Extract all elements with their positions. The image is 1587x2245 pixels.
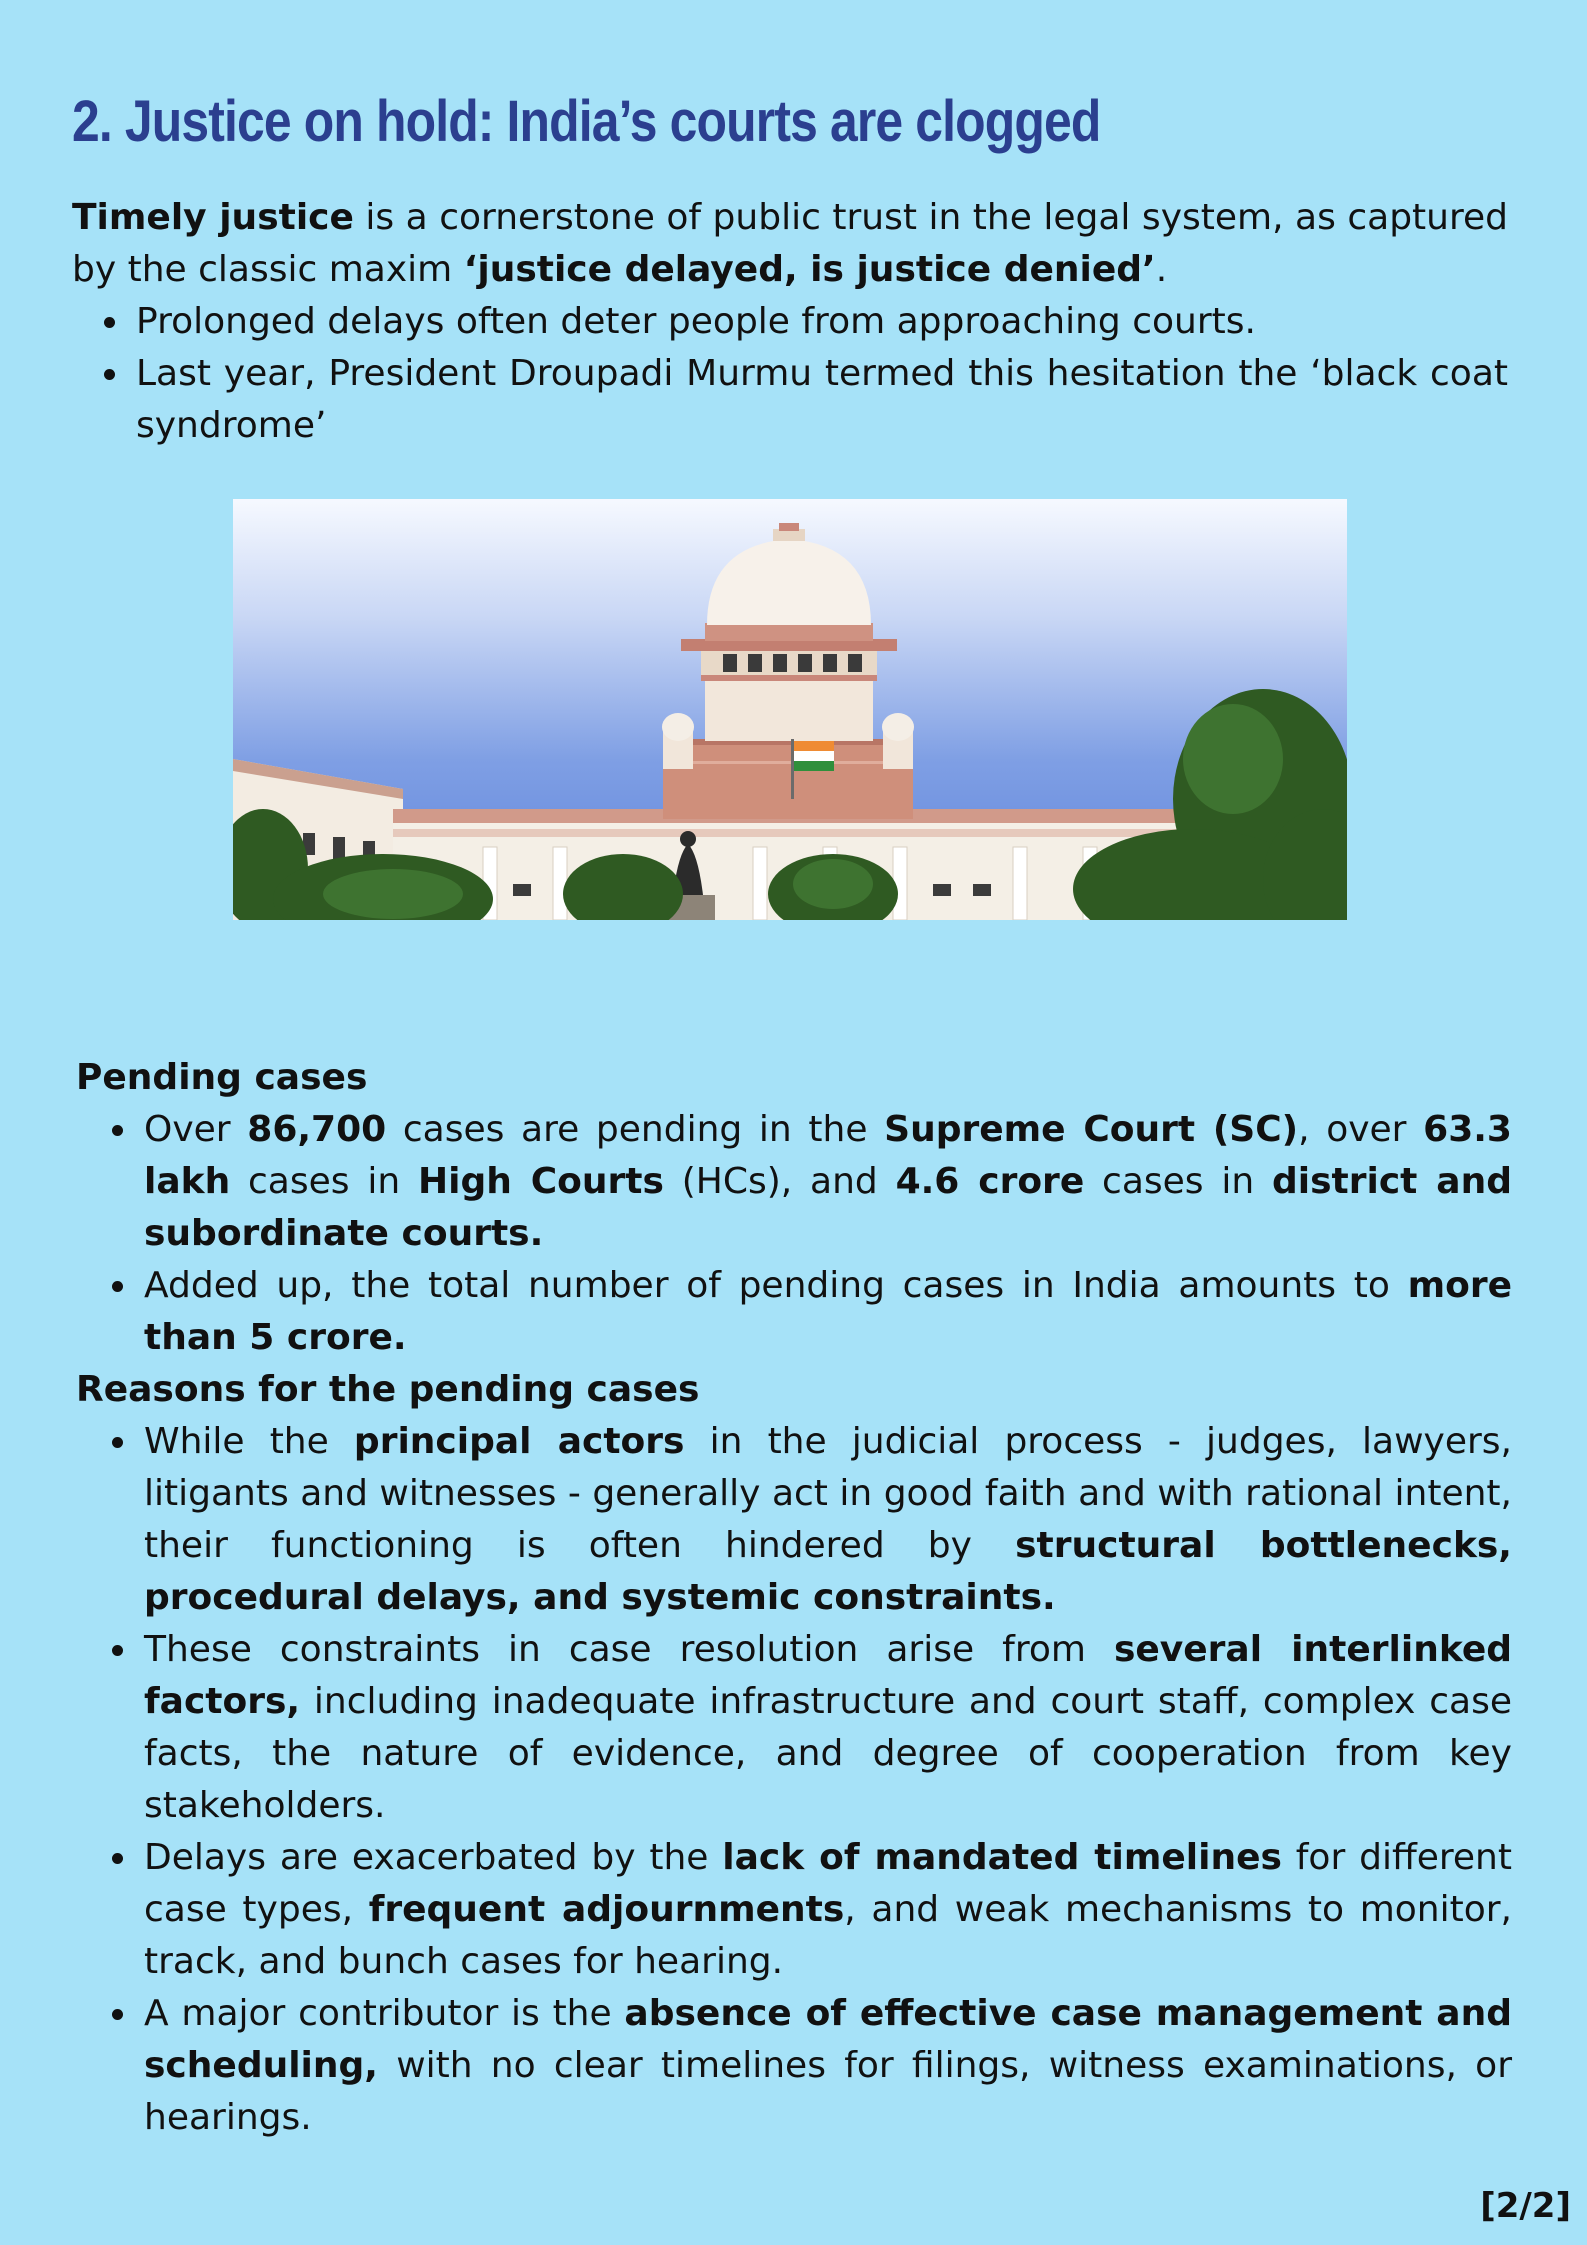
reasons-bullet-3: Delays are exacerbated by the lack of mandated timelines for different case types, frequent adjournments, and weak mechanisms to monitor, track, and bunch cases for hearing. — [80, 1832, 1512, 1988]
intro-paragraph — [72, 192, 1508, 296]
intro-text: is a cornerstone of public trust in the legal system, as captured by the classic maxim — [72, 197, 1508, 290]
supreme-court-photo — [233, 499, 1347, 920]
reasons-bullet-4: A major contributor is the absence of effective case management and scheduling, with no clear timelines for filings, witness examinations, or hearings. — [80, 1988, 1512, 2144]
pending-cases-heading: Pending cases — [76, 1057, 368, 1098]
pending-bullet-2: Added up, the total number of pending cases in India amounts to more than 5 crore. — [80, 1260, 1512, 1364]
intro-bullet-2: Last year, President Droupadi Murmu termed this hesitation the ‘black coat syndrome’ — [72, 348, 1508, 452]
intro-bold-maxim: ‘justice delayed, is justice denied’ — [463, 249, 1156, 290]
reasons-bullet-1: While the principal actors in the judicial process - judges, lawyers, litigants and witnesses - generally act in good faith and with rational intent, their functioning is often hindered by structural bottlenecks, procedural delays, and systemic constraints. — [80, 1416, 1512, 1624]
reasons-bullet-2: These constraints in case resolution arise from several interlinked factors, including inadequate infrastructure and court staff, complex case facts, the nature of evidence, and degree of cooperation from key stakeholders. — [80, 1624, 1512, 1832]
reasons-heading: Reasons for the pending cases — [76, 1369, 700, 1410]
page-title: 2. Justice on hold: India’s courts are clogged — [72, 89, 1101, 154]
pending-cases-list — [80, 1104, 1512, 1364]
intro-bullet-1: Prolonged delays often deter people from approaching courts. — [72, 296, 1508, 348]
supreme-court-illustration — [233, 499, 1347, 920]
page-indicator: [2/2] — [1480, 2186, 1571, 2226]
intro-bold-timely-justice: Timely justice — [72, 197, 354, 238]
reasons-list — [80, 1416, 1512, 2144]
intro-bullet-list — [72, 296, 1508, 452]
intro-section — [72, 192, 1508, 452]
pending-cases-section — [76, 1052, 1512, 2144]
intro-text-end: . — [1155, 249, 1168, 290]
pending-bullet-1: Over 86,700 cases are pending in the Supreme Court (SC), over 63.3 lakh cases in High Courts (HCs), and 4.6 crore cases in district and subordinate courts. — [80, 1104, 1512, 1260]
